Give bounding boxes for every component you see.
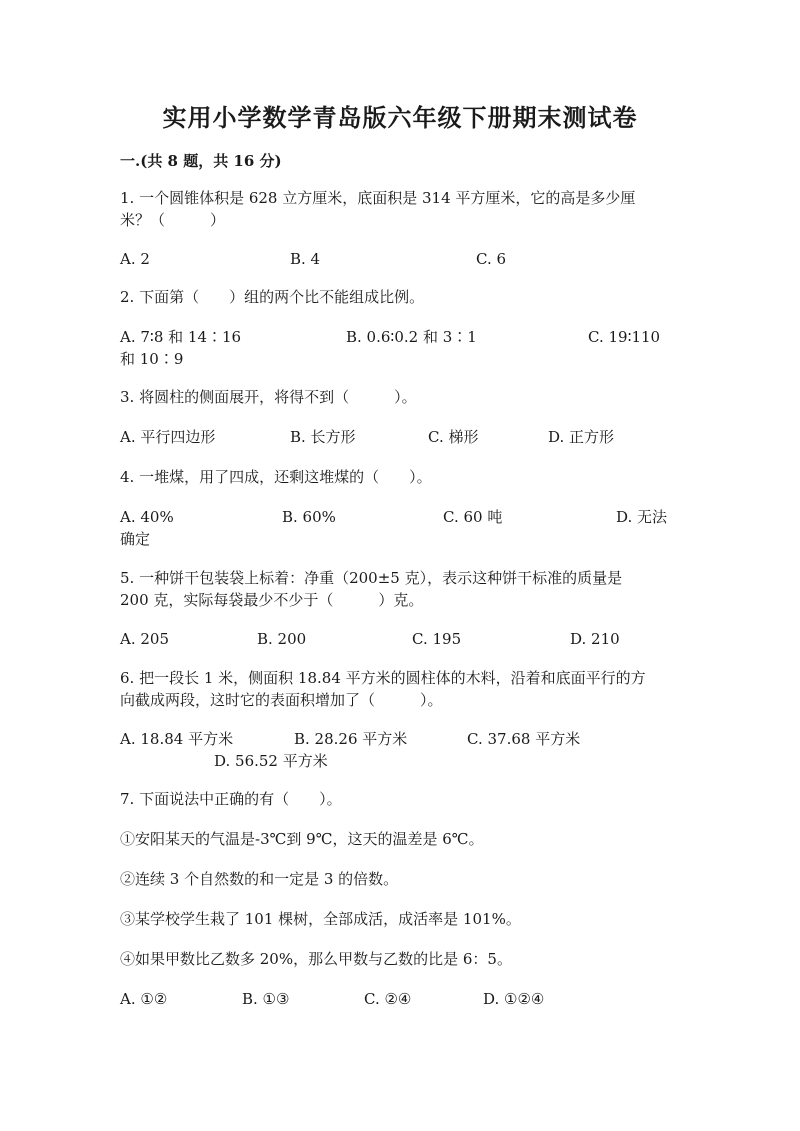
question-3-option-c: C. 梯形 [428, 428, 479, 446]
question-4-option-c: C. 60 吨 [443, 508, 503, 526]
question-2-option-c: C. 19∶110 [588, 328, 661, 346]
question-5-option-b: B. 200 [257, 630, 307, 648]
question-2-option-a: A. 7∶8 和 14∶16 [120, 328, 242, 346]
question-7-option-c: C. ②④ [364, 990, 412, 1008]
question-2-option-c-continued: 和 10∶9 [120, 350, 184, 368]
question-6-option-a: A. 18.84 平方米 [120, 730, 234, 748]
page-title: 实用小学数学青岛版六年级下册期末测试卷 [162, 103, 638, 132]
question-5-option-c: C. 195 [412, 630, 462, 648]
question-6-line-2: 向截成两段，这时它的表面积增加了（ ）。 [120, 691, 443, 709]
question-7-statement-1: ①安阳某天的气温是-3℃到 9℃，这天的温差是 6℃。 [120, 830, 484, 848]
question-1-option-c: C. 6 [476, 250, 507, 268]
question-5-option-a: A. 205 [120, 630, 169, 648]
question-2-option-b: B. 0.6∶0.2 和 3∶1 [346, 328, 477, 346]
question-4-option-a: A. 40% [120, 508, 174, 526]
question-4-option-d-continued: 确定 [120, 530, 151, 548]
question-7-option-b: B. ①③ [242, 990, 290, 1008]
question-5-line-1: 5. 一种饼干包装袋上标着：净重（200±5 克），表示这种饼干标准的质量是 [120, 569, 623, 587]
question-7-line-1: 7. 下面说法中正确的有（ ）。 [120, 790, 342, 808]
question-1-option-b: B. 4 [290, 250, 321, 268]
question-4-option-d: D. 无法 [616, 508, 668, 526]
question-3-line-1: 3. 将圆柱的侧面展开，将得不到（ ）。 [120, 388, 417, 406]
question-4-option-b: B. 60% [282, 508, 336, 526]
question-3-option-a: A. 平行四边形 [120, 428, 216, 446]
question-1-option-a: A. 2 [120, 250, 150, 268]
question-7-statement-2: ②连续 3 个自然数的和一定是 3 的倍数。 [120, 870, 399, 888]
question-7-statement-4: ④如果甲数比乙数多 20%，那么甲数与乙数的比是 6：5。 [120, 950, 512, 968]
question-1-line-2: 米？（ ） [120, 211, 226, 229]
question-2-line-1: 2. 下面第（ ）组的两个比不能组成比例。 [120, 288, 425, 306]
question-7-option-a: A. ①② [120, 990, 168, 1008]
section-heading: 一.(共 8 题，共 16 分) [120, 152, 282, 170]
question-6-option-d: D. 56.52 平方米 [214, 752, 328, 770]
question-6-option-b: B. 28.26 平方米 [294, 730, 408, 748]
question-7-option-d: D. ①②④ [483, 990, 545, 1008]
question-5-option-d: D. 210 [570, 630, 620, 648]
question-3-option-b: B. 长方形 [290, 428, 356, 446]
question-6-line-1: 6. 把一段长 1 米，侧面积 18.84 平方米的圆柱体的木料，沿着和底面平行的方 [120, 669, 646, 687]
question-7-statement-3: ③某学校学生栽了 101 棵树，全部成活，成活率是 101%。 [120, 910, 521, 928]
question-5-line-2: 200 克，实际每袋最少不少于（ ）克。 [120, 591, 424, 609]
question-6-option-c: C. 37.68 平方米 [467, 730, 581, 748]
question-4-line-1: 4. 一堆煤，用了四成，还剩这堆煤的（ ）。 [120, 468, 432, 486]
question-1-line-1: 1. 一个圆锥体积是 628 立方厘米，底面积是 314 平方厘米，它的高是多少厘 [120, 189, 636, 207]
question-3-option-d: D. 正方形 [548, 428, 615, 446]
